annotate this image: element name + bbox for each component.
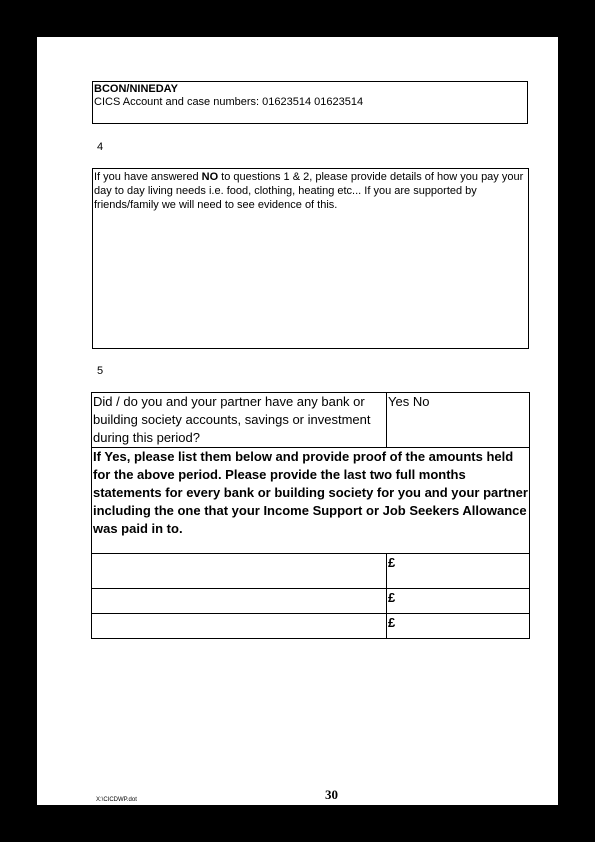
account-name-cell[interactable]: [92, 554, 387, 589]
document-page: [37, 37, 558, 805]
question-4-text-start: If you have answered: [94, 171, 202, 183]
page-number: 30: [325, 787, 338, 802]
question-4-text-bold: NO: [201, 171, 219, 183]
question-4-text-end: to questions 1 & 2, please provide details of how you pay your day to day living needs i.e. food, clothing, heating etc... If you are supported by friends/family we will need to see evidence of this.: [94, 171, 524, 211]
question-5-table: [91, 392, 530, 639]
question-5-number: 5: [97, 365, 104, 377]
reference-code: BCON/NINEDAY: [94, 83, 178, 95]
file-path: X:\CICDWP.dot: [96, 797, 137, 803]
table-row: [92, 614, 530, 639]
yes-no-options[interactable]: Yes No: [387, 393, 530, 448]
question-5-instructions: If Yes, please list them below and provide proof of the amounts held for the above period. Please provide the last two full months statements for every bank or building society for you and your partner including the one that your Income Support or Job Seekers Allowance was paid in to.: [92, 448, 530, 554]
question-5-text: Did / do you and your partner have any bank or building society accounts, savings or investment during this period?: [92, 393, 387, 448]
question-4-number: 4: [97, 141, 104, 153]
reference-box: [92, 81, 528, 124]
amount-cell[interactable]: £: [387, 589, 530, 614]
amount-cell[interactable]: £: [387, 554, 530, 589]
amount-cell[interactable]: £: [387, 614, 530, 639]
account-name-cell[interactable]: [92, 614, 387, 639]
table-row: [92, 554, 530, 589]
table-row: [92, 589, 530, 614]
question-4-answer-box[interactable]: [92, 168, 529, 349]
account-name-cell[interactable]: [92, 589, 387, 614]
account-case-numbers: CICS Account and case numbers: 01623514 01623514: [94, 96, 364, 108]
